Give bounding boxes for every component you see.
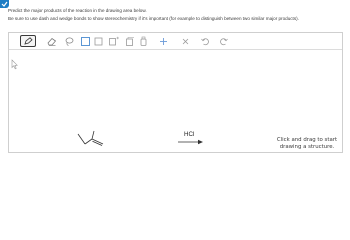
undo-icon: [200, 36, 211, 47]
pencil-tool-button[interactable]: [20, 35, 36, 47]
charge-icon: [108, 36, 120, 47]
close-icon: [180, 36, 191, 47]
charge-tool-button[interactable]: [108, 36, 119, 47]
clear-button[interactable]: [180, 36, 191, 47]
sidebar-arrow-button[interactable]: [10, 57, 19, 68]
instruction-line-2: Be sure to use dash and wedge bonds to show stereochemistry if it's important (for example to distinguish between two similar major products).: [8, 16, 299, 21]
lasso-tool-button[interactable]: [64, 36, 75, 47]
add-button[interactable]: [158, 36, 169, 47]
bottle-icon: [138, 36, 149, 47]
copy-tool-button[interactable]: [124, 36, 135, 47]
square-select-icon: [80, 36, 91, 47]
reagent-label: HCl: [184, 131, 195, 138]
alkene-structure[interactable]: [77, 130, 111, 150]
rectangle-tool-button[interactable]: [93, 36, 104, 47]
copy-icon: [124, 36, 135, 47]
instruction-line-1: Predict the major products of the reaction in the drawing area below.: [8, 8, 147, 13]
undo-button[interactable]: [200, 36, 211, 47]
lasso-icon: [64, 36, 75, 47]
pencil-icon: [24, 37, 33, 45]
reaction-arrow: [178, 139, 204, 145]
redo-button[interactable]: [218, 36, 229, 47]
eraser-tool-button[interactable]: [46, 36, 57, 47]
rectangle-icon: [93, 36, 104, 47]
completed-badge: [0, 0, 9, 8]
cursor-arrow-icon: [10, 59, 19, 70]
drawing-hint: Click and drag to start drawing a structure.: [276, 137, 338, 150]
redo-icon: [218, 36, 229, 47]
drawing-editor[interactable]: [8, 32, 343, 153]
eraser-icon: [46, 36, 57, 47]
drawing-toolbar: [9, 33, 342, 50]
select-tool-button[interactable]: [80, 36, 91, 47]
add-icon: [158, 36, 169, 47]
bottle-tool-button[interactable]: [138, 36, 149, 47]
checkmark-icon: [1, 1, 8, 7]
